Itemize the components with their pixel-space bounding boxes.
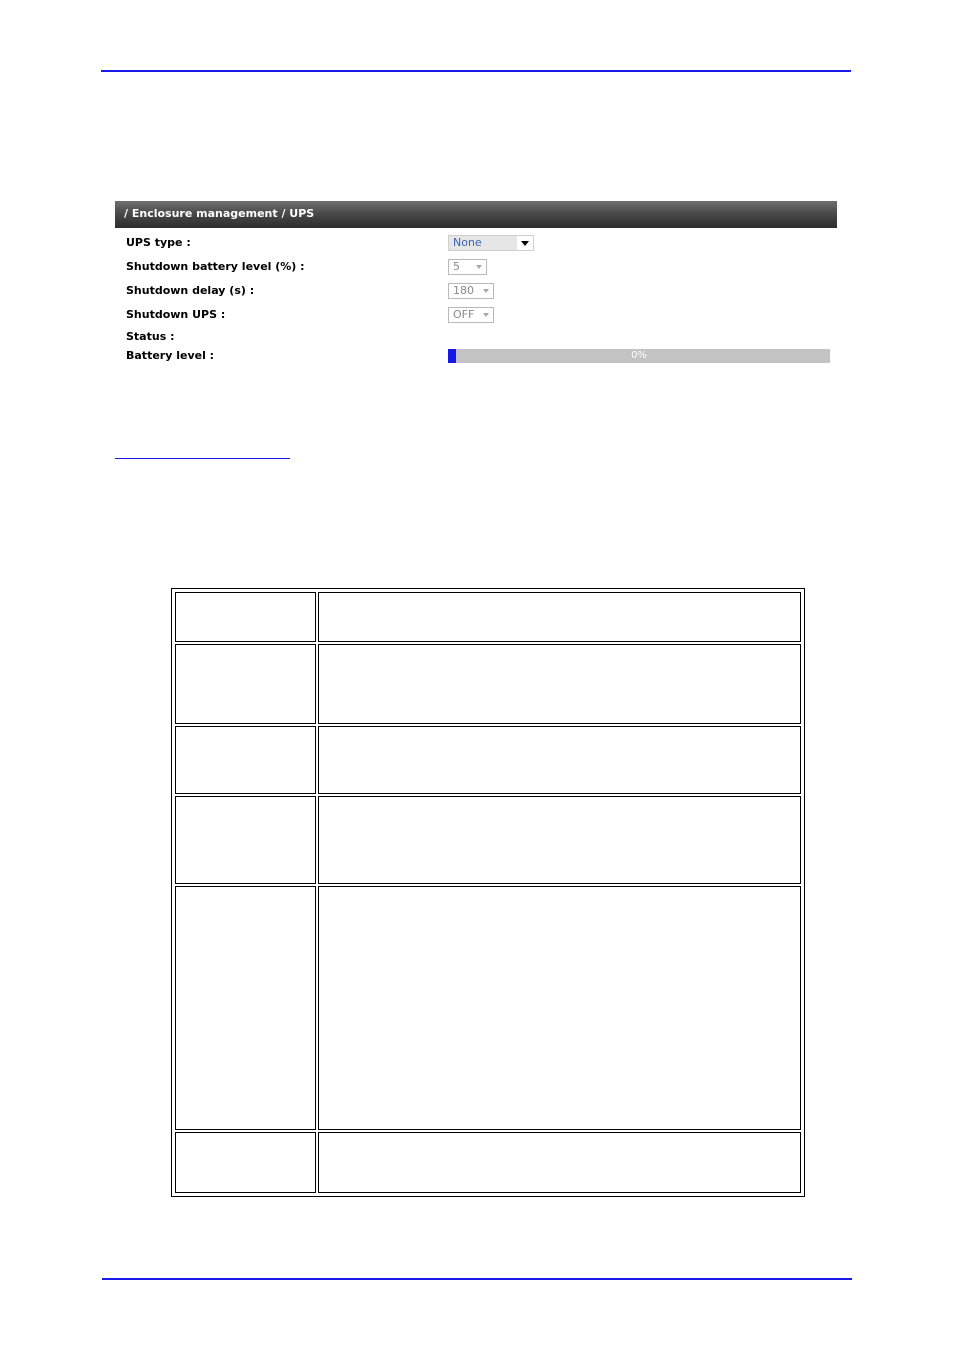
table-cell-name [175, 644, 316, 724]
table-cell-description [318, 796, 801, 884]
table-cell-description [318, 592, 801, 642]
ups-type-value: None [449, 236, 517, 250]
chevron-down-icon [521, 241, 529, 246]
shutdown-ups-select[interactable] [448, 307, 494, 323]
footer-rule [102, 1278, 852, 1280]
shutdown-battery-level-label: Shutdown battery level (%) : [126, 260, 305, 273]
chevron-down-icon [483, 313, 489, 317]
table-row [175, 886, 801, 1130]
table-cell-name [175, 886, 316, 1130]
header-rule [101, 70, 851, 72]
table-cell-name [175, 592, 316, 642]
chevron-down-icon [476, 265, 482, 269]
shutdown-ups-label: Shutdown UPS : [126, 308, 226, 321]
ups-type-label: UPS type : [126, 236, 191, 249]
hyperlink-underline[interactable] [115, 458, 290, 459]
table-cell-name [175, 796, 316, 884]
battery-level-bar [448, 349, 830, 363]
shutdown-delay-select[interactable] [448, 283, 494, 299]
shutdown-ups-value: OFF [453, 308, 475, 321]
table-cell-name [175, 1132, 316, 1193]
battery-level-label: Battery level : [126, 349, 215, 362]
table-cell-description [318, 886, 801, 1130]
breadcrumb: / Enclosure management / UPS [115, 201, 837, 228]
table-row [175, 644, 801, 724]
table-cell-description [318, 1132, 801, 1193]
table-cell-description [318, 726, 801, 794]
table-row [175, 1132, 801, 1193]
table-cell-description [318, 644, 801, 724]
shutdown-delay-label: Shutdown delay (s) : [126, 284, 255, 297]
table-row [175, 726, 801, 794]
ups-settings-panel [115, 201, 837, 371]
status-label: Status : [126, 330, 175, 343]
table-row [175, 592, 801, 642]
shutdown-delay-value: 180 [453, 284, 474, 297]
ups-type-select[interactable] [448, 235, 534, 251]
description-table [171, 588, 805, 1197]
battery-level-percent: 0% [631, 350, 647, 361]
shutdown-battery-level-value: 5 [453, 260, 460, 273]
chevron-down-icon [483, 289, 489, 293]
table-row [175, 796, 801, 884]
shutdown-battery-level-select[interactable] [448, 259, 487, 275]
table-cell-name [175, 726, 316, 794]
